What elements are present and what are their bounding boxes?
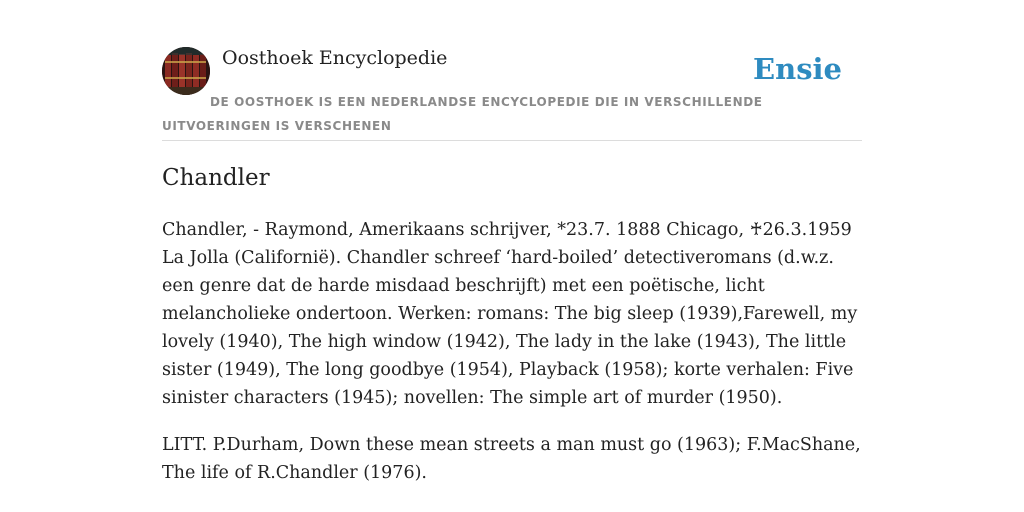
brand-logo[interactable]: Ensie [753, 52, 842, 86]
article-title: Chandler [162, 165, 270, 191]
site-header [162, 46, 862, 141]
article-body [162, 216, 867, 506]
literature-paragraph: LITT. P.Durham, Down these mean streets a man must go (1963); F.MacShane, The life of R.Chandler (1976). [162, 435, 861, 483]
site-name[interactable]: Oosthoek Encyclopedie [222, 47, 448, 69]
site-tagline: DE OOSTHOEK IS EEN NEDERLANDSE ENCYCLOPEDIE DIE IN VERSCHILLENDE UITVOERINGEN IS VERSCHENEN [162, 95, 763, 133]
encyclopedia-books-icon[interactable] [162, 47, 210, 95]
article-paragraph: Chandler, - Raymond, Amerikaans schrijver, *23.7. 1888 Chicago, ♰26.3.1959 La Jolla (Californië). Chandler schreef ‘hard-boiled’ detectiveromans (d.w.z. een genre dat de harde misdaad beschrijft) met een poëtische, licht melancholieke ondertoon. Werken: romans: The big sleep (1939),Farewell, my lovely (1940), The high window (1942), The lady in the lake (1943), The little sister (1949), The long goodbye (1954), Playback (1958); korte verhalen: Five sinister characters (1945); novellen: The simple art of murder (1950). [162, 220, 858, 408]
